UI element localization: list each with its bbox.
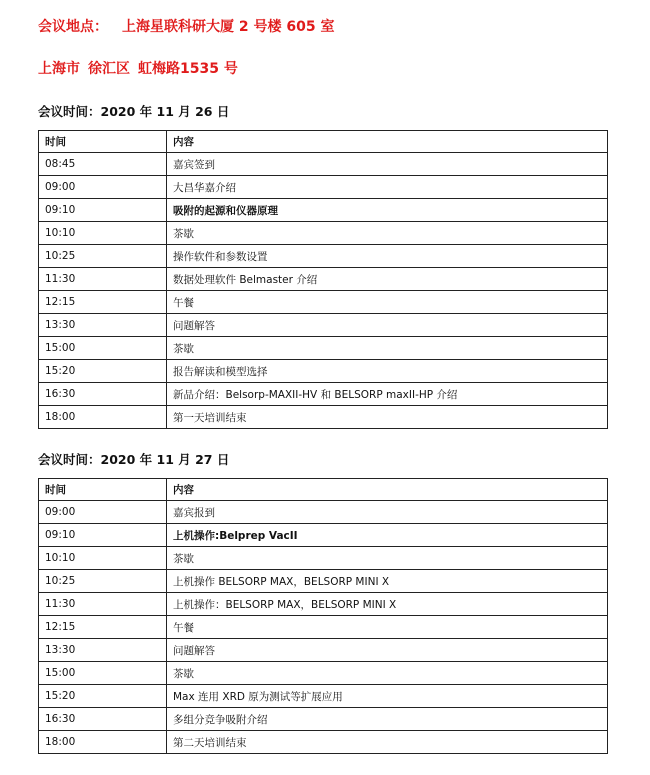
time-cell: 15:20	[39, 360, 167, 383]
time-cell: 15:00	[39, 337, 167, 360]
table-row	[39, 524, 608, 547]
time-cell: 09:00	[39, 176, 167, 199]
table-row	[39, 360, 608, 383]
content-cell: 上机操作:Belprep VacII	[167, 524, 608, 547]
time-cell: 10:25	[39, 570, 167, 593]
content-cell: 新品介绍：Belsorp-MAXII-HV 和 BELSORP maxII-HP 介绍	[167, 383, 608, 406]
day1-heading: 会议时间：2020 年 11 月 26 日	[38, 104, 230, 119]
content-cell: 多组分竞争吸附介绍	[167, 708, 608, 731]
venue-street: 虹梅路1535 号	[138, 61, 238, 77]
content-cell: 茶歇	[167, 222, 608, 245]
table-row	[39, 383, 608, 406]
time-cell: 10:25	[39, 245, 167, 268]
time-column-header: 时间	[39, 131, 167, 153]
content-cell: 上机操作：BELSORP MAX，BELSORP MINI X	[167, 593, 608, 616]
time-cell: 09:10	[39, 524, 167, 547]
day2-schedule-table	[38, 478, 608, 754]
table-row	[39, 570, 608, 593]
table-header-row	[39, 131, 608, 153]
content-cell: 第一天培训结束	[167, 406, 608, 429]
content-cell: 茶歇	[167, 547, 608, 570]
venue-address-line	[38, 16, 334, 36]
content-cell: 第二天培训结束	[167, 731, 608, 754]
time-cell: 12:15	[39, 291, 167, 314]
table-row	[39, 547, 608, 570]
content-column-header: 内容	[167, 479, 608, 501]
table-row	[39, 314, 608, 337]
time-cell: 08:45	[39, 153, 167, 176]
table-row	[39, 291, 608, 314]
content-cell: 数据处理软件 Belmaster 介绍	[167, 268, 608, 291]
time-cell: 09:10	[39, 199, 167, 222]
time-cell: 13:30	[39, 314, 167, 337]
table-row	[39, 153, 608, 176]
content-cell: 操作软件和参数设置	[167, 245, 608, 268]
time-cell: 18:00	[39, 406, 167, 429]
table-row	[39, 639, 608, 662]
table-row	[39, 222, 608, 245]
table-row	[39, 199, 608, 222]
table-row	[39, 616, 608, 639]
time-cell: 10:10	[39, 547, 167, 570]
content-cell: Max 连用 XRD 原为测试等扩展应用	[167, 685, 608, 708]
table-row	[39, 406, 608, 429]
content-cell: 上机操作 BELSORP MAX，BELSORP MINI X	[167, 570, 608, 593]
table-row	[39, 593, 608, 616]
venue-city: 上海市	[38, 61, 80, 77]
content-cell: 茶歇	[167, 662, 608, 685]
time-cell: 16:30	[39, 708, 167, 731]
day2-heading: 会议时间：2020 年 11 月 27 日	[38, 452, 230, 467]
table-header-row	[39, 479, 608, 501]
day1-schedule-body	[39, 153, 608, 429]
day1-schedule-table	[38, 130, 608, 429]
table-row	[39, 268, 608, 291]
content-cell: 茶歇	[167, 337, 608, 360]
table-row	[39, 685, 608, 708]
table-row	[39, 245, 608, 268]
time-cell: 12:15	[39, 616, 167, 639]
venue-label: 会议地点：	[38, 19, 108, 35]
time-cell: 10:10	[39, 222, 167, 245]
time-column-header: 时间	[39, 479, 167, 501]
table-row	[39, 501, 608, 524]
time-cell: 16:30	[39, 383, 167, 406]
time-cell: 15:20	[39, 685, 167, 708]
table-row	[39, 731, 608, 754]
time-cell: 11:30	[39, 268, 167, 291]
content-cell: 吸附的起源和仪器原理	[167, 199, 608, 222]
content-cell: 嘉宾签到	[167, 153, 608, 176]
time-cell: 13:30	[39, 639, 167, 662]
content-cell: 报告解读和模型选择	[167, 360, 608, 383]
content-cell: 问题解答	[167, 314, 608, 337]
time-cell: 15:00	[39, 662, 167, 685]
venue-district: 徐汇区	[88, 61, 130, 77]
content-column-header: 内容	[167, 131, 608, 153]
table-row	[39, 662, 608, 685]
venue-city-line	[38, 58, 238, 78]
content-cell: 嘉宾报到	[167, 501, 608, 524]
time-cell: 18:00	[39, 731, 167, 754]
content-cell: 大昌华嘉介绍	[167, 176, 608, 199]
content-cell: 午餐	[167, 291, 608, 314]
day2-schedule-body	[39, 501, 608, 754]
venue-place: 上海星联科研大厦 2 号楼 605 室	[122, 19, 335, 35]
table-row	[39, 708, 608, 731]
table-row	[39, 337, 608, 360]
content-cell: 问题解答	[167, 639, 608, 662]
content-cell: 午餐	[167, 616, 608, 639]
time-cell: 09:00	[39, 501, 167, 524]
time-cell: 11:30	[39, 593, 167, 616]
table-row	[39, 176, 608, 199]
